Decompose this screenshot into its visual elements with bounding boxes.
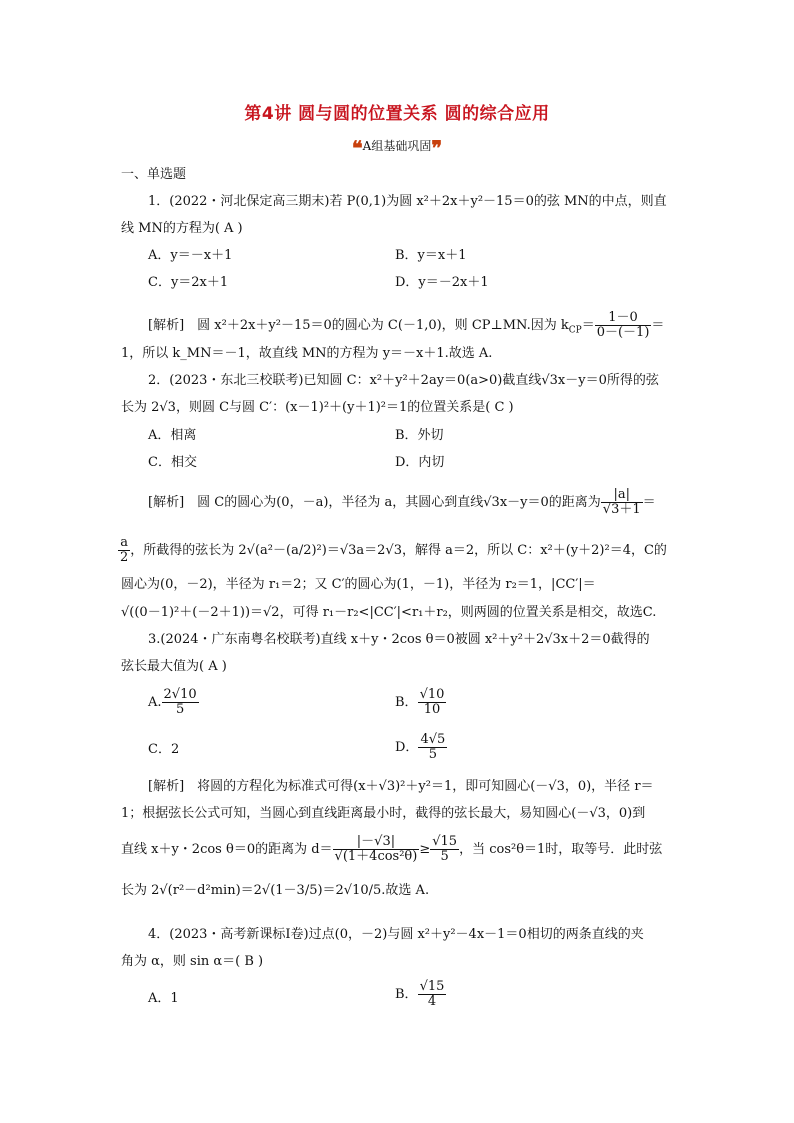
q3-solution-text3c: ，当 cos²θ＝1时，取等号．此时弦 (459, 842, 663, 857)
close-quote-icon: ❞ (431, 136, 443, 160)
page-title: 第4讲 圆与圆的位置关系 圆的综合应用 (244, 104, 550, 124)
fraction-numerator: |a| (601, 488, 643, 503)
q3-solution-line4: 长为 2√(r²－d²min)＝2√(1－3/5)＝2√10/5.故选 A. (121, 883, 430, 898)
open-quote-icon: ❝ (351, 136, 363, 160)
q2-option-a: A．相离 (148, 428, 197, 443)
q2-stem-line2: 长为 2√3，则圆 C与圆 C′：(x－1)²＋(y＋1)²＝1的位置关系是( C ) (121, 400, 514, 415)
fraction-numerator: 2√10 (163, 687, 197, 702)
option-label: B． (395, 695, 418, 710)
q2-solution-equals: ＝ (642, 495, 656, 510)
q2-solution-half-fraction (118, 536, 130, 565)
option-label: B． (395, 987, 418, 1002)
fraction-numerator: a (118, 536, 130, 551)
q2-solution-line1 (148, 488, 656, 517)
q4-option-b (395, 980, 446, 1009)
q4-option-b-fraction (418, 980, 447, 1009)
q4-option-a: A．1 (148, 991, 179, 1006)
q3-option-c: C．2 (148, 742, 180, 757)
q3-option-d (395, 733, 447, 762)
q2-solution-text: [解析] 圆 C的圆心为(0，－a)，半径为 a，其圆心到直线√3x－y＝0的距离为 (148, 495, 601, 510)
q3-option-a (148, 688, 199, 717)
q1-option-b: B．y＝x＋1 (395, 248, 467, 263)
q1-option-c: C．y＝2x＋1 (148, 275, 229, 290)
q1-solution-text: [解析] 圆 x²＋2x＋y²－15＝0的圆心为 C(－1,0)，则 CP⊥MN.因为 k (148, 318, 569, 333)
fraction-numerator: √15 (432, 834, 458, 849)
fraction-numerator: √10 (419, 687, 445, 702)
q1-solution-fraction (595, 311, 652, 340)
q2-option-b: B．外切 (395, 428, 444, 443)
fraction-denominator: √(1＋4cos²θ) (334, 849, 418, 864)
q2-solution-line3: 圆心为(0，－2)，半径为 r₁＝2；又 C′的圆心为(1，－1)，半径为 r₂＝1，|CC′|＝ (121, 577, 596, 592)
q2-solution-line2 (118, 536, 667, 565)
q3-option-a-fraction (162, 688, 199, 717)
fraction-denominator: 5 (440, 849, 449, 864)
q2-stem-line1: 2．(2023・东北三校联考)已知圆 C：x²＋y²＋2ay＝0(a>0)截直线√3x－y＝0所得的弦 (148, 373, 659, 388)
q3-stem-line1: 3.(2024・广东南粤名校联考)直线 x＋y・2cos θ＝0被圆 x²＋y²＋2√3x＋2＝0截得的 (148, 632, 650, 647)
q3-solution-line3 (121, 835, 662, 864)
fraction-numerator: 1－0 (595, 311, 652, 326)
q3-option-d-fraction (418, 733, 447, 762)
q3-solution-line1: [解析] 将圆的方程化为标准式可得(x＋√3)²＋y²＝1，即可知圆心(－√3，0)，半径 r＝ (148, 779, 654, 794)
q3-solution-text3a: 直线 x＋y・2cos θ＝0的距离为 d＝ (121, 842, 333, 857)
q1-solution-line2: 1，所以 k_MN＝－1，故直线 MN的方程为 y＝－x＋1.故选 A. (121, 346, 493, 361)
section-heading: 一、单选题 (121, 167, 187, 182)
q1-option-a: A．y＝－x＋1 (148, 248, 233, 263)
q1-solution-line1: [解析] 圆 x²＋2x＋y²－15＝0的圆心为 C(－1,0)，则 CP⊥MN.因为 $k_{CP}=$ $\frac{1-0}{0-(-1)}$ ＝ (148, 310, 665, 340)
fraction-denominator: 10 (423, 702, 441, 717)
group-badge (0, 136, 794, 160)
q2-solution-line4: √((0－1)²＋(－2＋1))＝√2，可得 r₁－r₂<|CC′|<r₁＋r₂，则两圆的位置关系是相交，故选C. (121, 605, 657, 620)
fraction-numerator: 4√5 (420, 732, 446, 747)
q2-option-c: C．相交 (148, 455, 197, 470)
q3-distance-fraction (333, 835, 420, 864)
q4-stem-line2: 角为 α，则 sin α＝( B ) (121, 954, 264, 969)
q4-stem-line1: 4．(2023・高考新课标Ⅰ卷)过点(0，－2)与圆 x²＋y²－4x－1＝0相切的两条直线的夹 (148, 927, 644, 942)
q1-option-d: D．y＝－2x＋1 (395, 275, 489, 290)
group-badge-label: A组基础巩固 (362, 139, 432, 153)
q3-stem-line2: 弦长最大值为( A ) (121, 659, 227, 674)
q1-stem-line2: 线 MN的方程为( A ) (121, 221, 243, 236)
q3-option-b (395, 688, 446, 717)
q3-bound-fraction (430, 835, 459, 864)
q1-solution-equals: ＝ (651, 318, 665, 333)
fraction-denominator: 5 (175, 702, 185, 717)
q1-stem-line1: 1．(2022・河北保定高三期末)若 P(0,1)为圆 x²＋2x＋y²－15＝0的弦 MN的中点，则直 (148, 194, 667, 209)
fraction-numerator: √15 (419, 979, 445, 994)
option-label: D． (395, 740, 419, 755)
q3-option-b-fraction (418, 688, 447, 717)
fraction-numerator: |－√3| (333, 835, 420, 850)
q3-solution-geq: ≥ (419, 842, 431, 857)
fraction-denominator: 4 (427, 994, 437, 1009)
fraction-denominator: 0－(－1) (596, 325, 650, 340)
q2-option-d: D．内切 (395, 455, 445, 470)
q2-solution-fraction (601, 488, 643, 517)
fraction-denominator: √3＋1 (602, 502, 641, 517)
q3-solution-line2: 1；根据弦长公式可知，当圆心到直线距离最小时，截得的弦长最大，易知圆心(－√3，0)到 (121, 806, 646, 821)
option-label: A. (148, 695, 162, 710)
fraction-denominator: 2 (120, 550, 129, 565)
fraction-denominator: 5 (428, 747, 437, 762)
q2-solution-text2: ，所截得的弦长为 2√(a²－(a/2)²)＝√3a＝2√3，解得 a＝2，所以 C：x²＋(y＋2)²＝4，C的 (130, 543, 667, 558)
q1-solution-subscript: CP (568, 325, 582, 336)
